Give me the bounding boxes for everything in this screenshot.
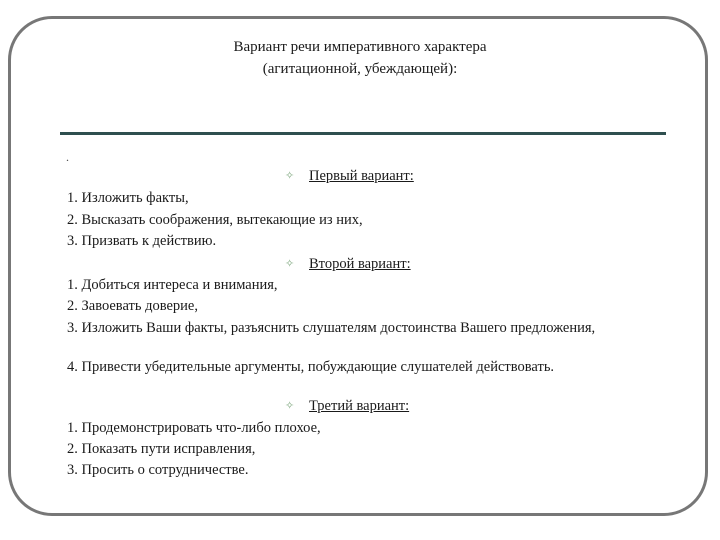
diamond-bullet-icon: ✧ xyxy=(285,258,295,270)
stray-marker: . xyxy=(66,150,69,164)
list-item: 2. Завоевать доверие, xyxy=(67,298,198,314)
list-item: 1. Продемонстрировать что-либо плохое, xyxy=(67,420,321,436)
section-heading-1: ✧ Первый вариант: xyxy=(285,168,414,184)
list-item: 4. Привести убедительные аргументы, побуждающие слушателей действовать. xyxy=(67,359,555,375)
slide-title xyxy=(0,36,720,80)
list-item: 3. Просить о сотрудничестве. xyxy=(67,462,249,478)
title-divider xyxy=(60,132,666,135)
diamond-bullet-icon: ✧ xyxy=(285,400,295,412)
list-item: 2. Показать пути исправления, xyxy=(67,441,256,457)
list-item: 1. Изложить факты, xyxy=(67,190,189,206)
section-heading-3: ✧ Третий вариант: xyxy=(285,398,410,414)
title-line-2: (агитационной, убеждающей): xyxy=(262,61,458,77)
list-item: 3. Призвать к действию. xyxy=(67,233,217,249)
list-item: 2. Высказать соображения, вытекающие из них, xyxy=(67,212,363,228)
list-item: 3. Изложить Ваши факты, разъяснить слушателям достоинства Вашего предложения, xyxy=(67,320,596,336)
list-item: 1. Добиться интереса и внимания, xyxy=(67,277,278,293)
diamond-bullet-icon: ✧ xyxy=(285,170,295,182)
title-line-1: Вариант речи императивного характера xyxy=(233,39,487,55)
section-heading-2: ✧ Второй вариант: xyxy=(285,256,411,272)
